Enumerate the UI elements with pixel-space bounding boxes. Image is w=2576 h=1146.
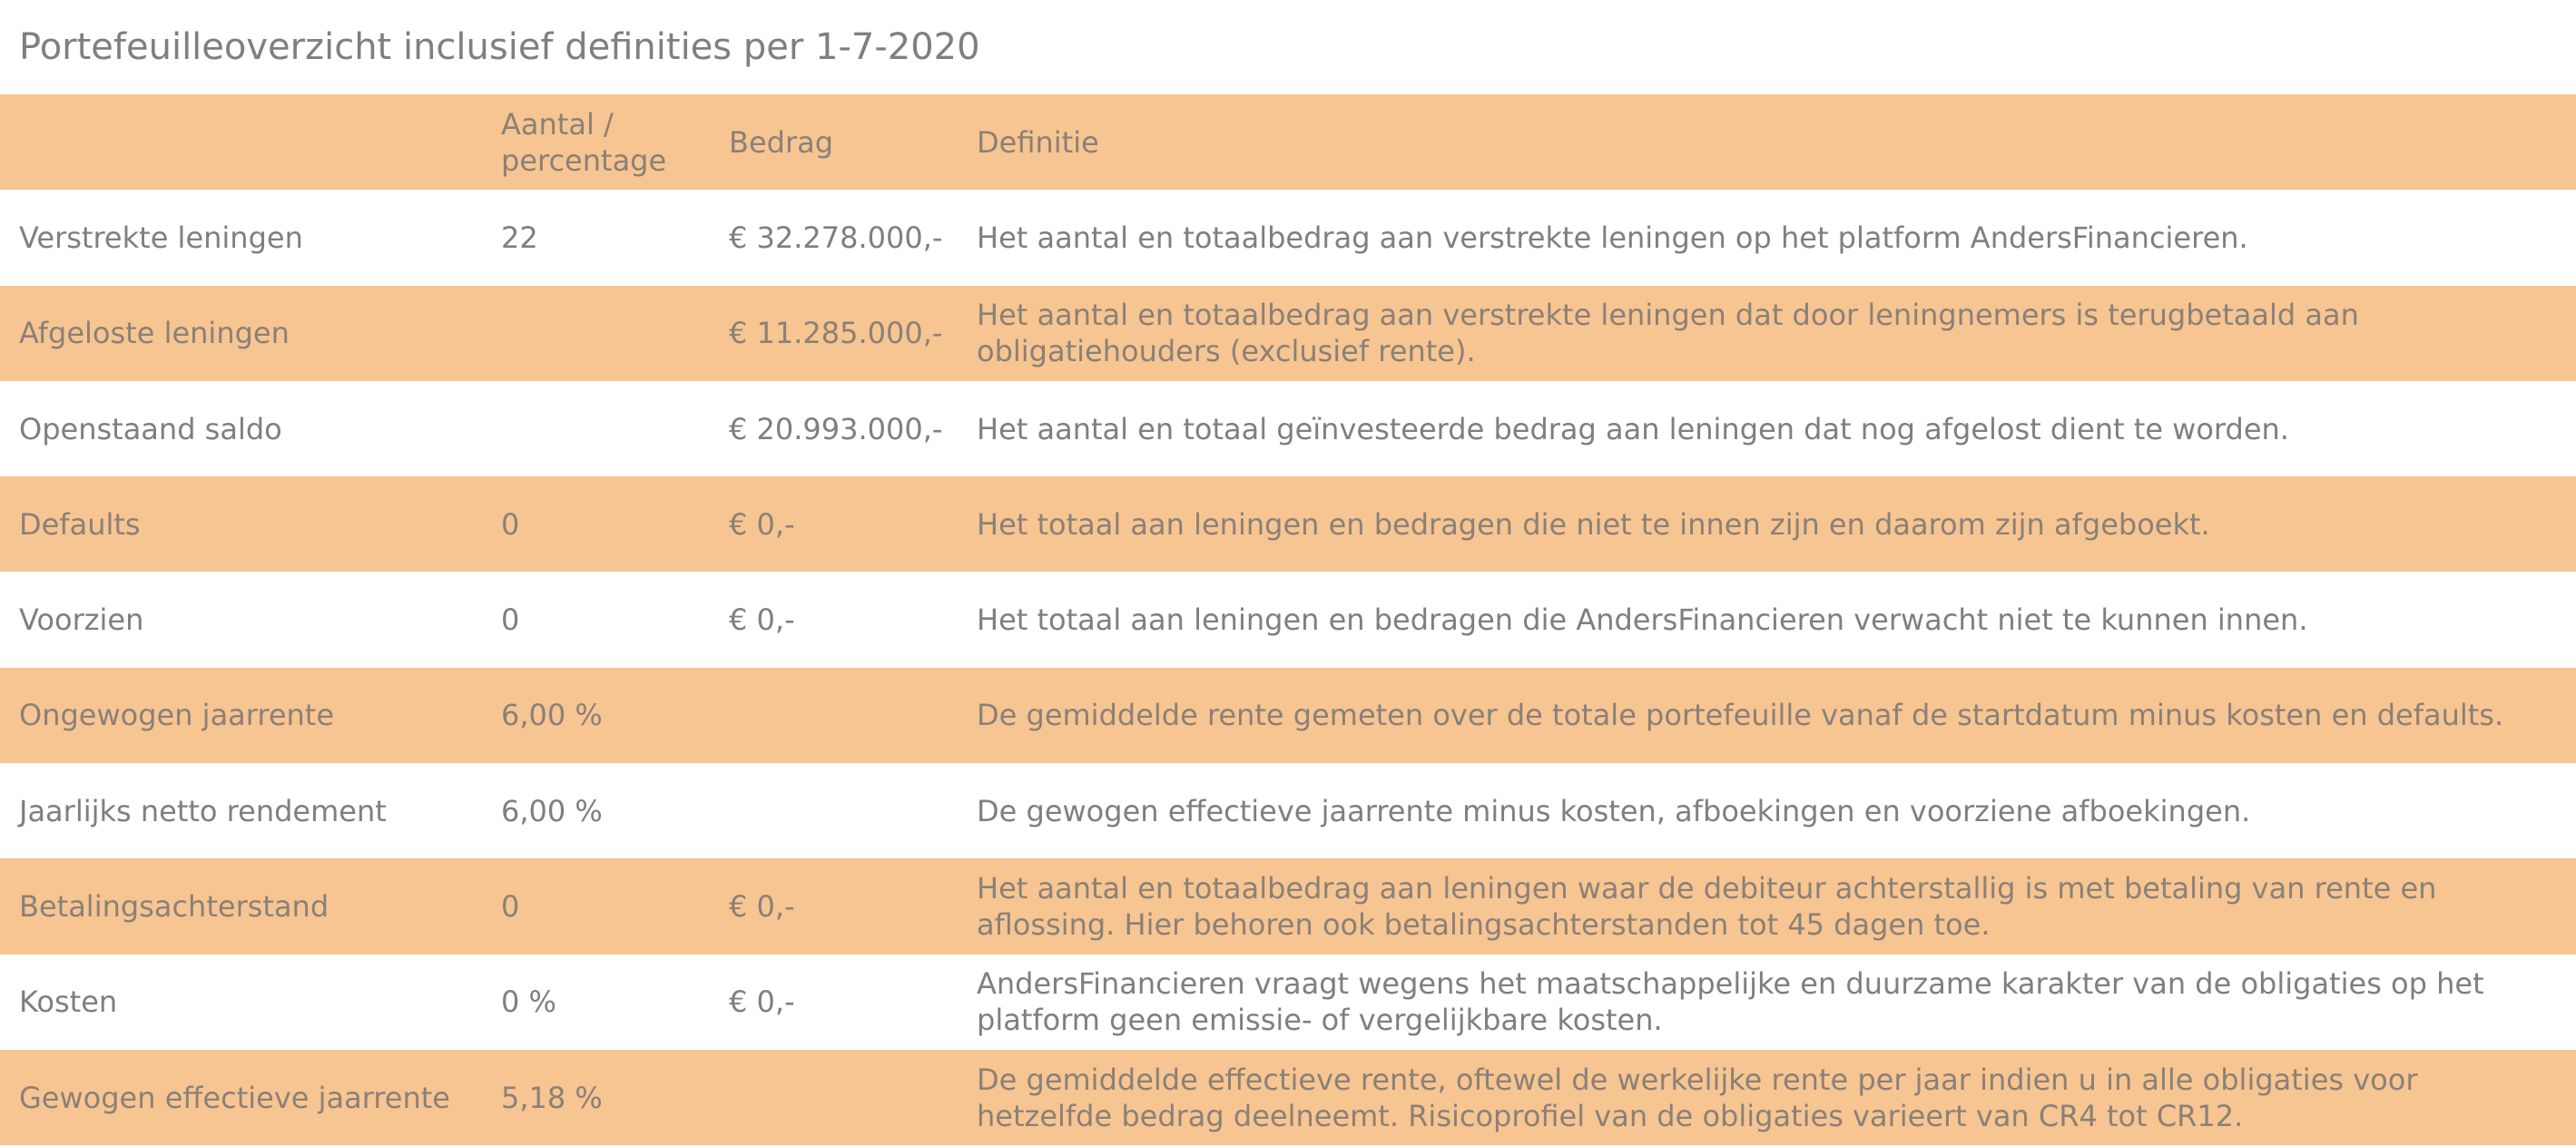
row-definition: De gewogen effectieve jaarrente minus kosten, afboekingen en voorziene afboekingen.: [977, 793, 2251, 828]
table-row: [0, 572, 2576, 667]
table-row: [0, 858, 2576, 954]
row-label: Afgeloste leningen: [19, 316, 290, 351]
row-count: 0: [501, 889, 520, 925]
table-row: [0, 668, 2576, 763]
row-count: 6,00 %: [501, 793, 603, 828]
table-row: [0, 286, 2576, 381]
table-row: [0, 381, 2576, 476]
row-amount: € 20.993.000,-: [729, 411, 943, 446]
table-row: [0, 476, 2576, 572]
page-title: Portefeuilleoverzicht inclusief definities per 1-7-2020: [19, 26, 980, 68]
row-amount: € 11.285.000,-: [729, 316, 943, 351]
row-definition: AndersFinancieren vraagt wegens het maatschappelijke en duurzame karakter van de obligaties op het platform geen emissie- of vergelijkbare kosten.: [977, 966, 2484, 1038]
row-count: 0: [501, 506, 520, 542]
row-amount: € 0,-: [729, 602, 795, 638]
row-amount: € 0,-: [729, 889, 795, 925]
header-definition: Definitie: [977, 124, 1099, 160]
row-count: 0: [501, 602, 520, 638]
row-amount: [710, 668, 958, 763]
table-row: [0, 190, 2576, 285]
row-count: [482, 286, 710, 381]
row-label: Kosten: [19, 984, 118, 1020]
table-row: [0, 763, 2576, 858]
header-count: [482, 94, 710, 190]
row-label: Gewogen effectieve jaarrente: [19, 1080, 450, 1115]
row-label: Openstaand saldo: [19, 411, 282, 446]
row-definition: De gemiddelde rente gemeten over de totale portefeuille vanaf de startdatum minus kosten en defaults.: [977, 698, 2504, 733]
row-count: 22: [501, 220, 538, 255]
header-count-line2: percentage: [501, 142, 667, 178]
row-amount: € 0,-: [729, 984, 795, 1020]
header-label: [0, 94, 482, 190]
row-count: [482, 381, 710, 476]
row-definition: De gemiddelde effectieve rente, oftewel de werkelijke rente per jaar indien u in alle obligaties voor hetzelfde bedrag deelneemt. Risicoprofiel van de obligaties varieert van CR4 tot CR12.: [977, 1062, 2418, 1133]
row-label: Jaarlijks netto rendement: [19, 793, 387, 828]
row-count: 6,00 %: [501, 698, 603, 733]
row-count: 0 %: [501, 984, 556, 1020]
row-label: Defaults: [19, 506, 141, 542]
row-label: Ongewogen jaarrente: [19, 698, 335, 733]
row-label: Verstrekte leningen: [19, 220, 303, 255]
row-amount: [710, 763, 958, 858]
row-count: 5,18 %: [501, 1080, 603, 1115]
row-definition: Het aantal en totaalbedrag aan verstrekte leningen op het platform AndersFinancieren.: [977, 220, 2248, 255]
row-definition: Het aantal en totaal geïnvesteerde bedrag aan leningen dat nog afgelost dient te worden.: [977, 411, 2289, 446]
row-label: Voorzien: [19, 602, 144, 638]
row-amount: [710, 1050, 958, 1145]
header-amount: Bedrag: [729, 124, 834, 160]
table-header-row: [0, 94, 2576, 190]
row-amount: € 32.278.000,-: [729, 220, 943, 255]
portfolio-table: [0, 94, 2576, 1145]
row-label: Betalingsachterstand: [19, 889, 329, 925]
table-row: [0, 1050, 2576, 1145]
header-count-line1: Aantal /: [501, 106, 614, 142]
table-row: [0, 955, 2576, 1050]
row-definition: Het aantal en totaalbedrag aan leningen waar de debiteur achterstallig is met betaling van rente en aflossing. Hier behoren ook betalingsachterstanden tot 45 dagen toe.: [977, 871, 2437, 943]
row-definition: Het aantal en totaalbedrag aan verstrekte leningen dat door leningnemers is terugbetaald aan obligatiehouders (exclusief rente).: [977, 298, 2359, 369]
row-definition: Het totaal aan leningen en bedragen die niet te innen zijn en daarom zijn afgeboekt.: [977, 506, 2210, 542]
row-definition: Het totaal aan leningen en bedragen die AndersFinancieren verwacht niet te kunnen innen.: [977, 602, 2308, 638]
row-amount: € 0,-: [729, 506, 795, 542]
